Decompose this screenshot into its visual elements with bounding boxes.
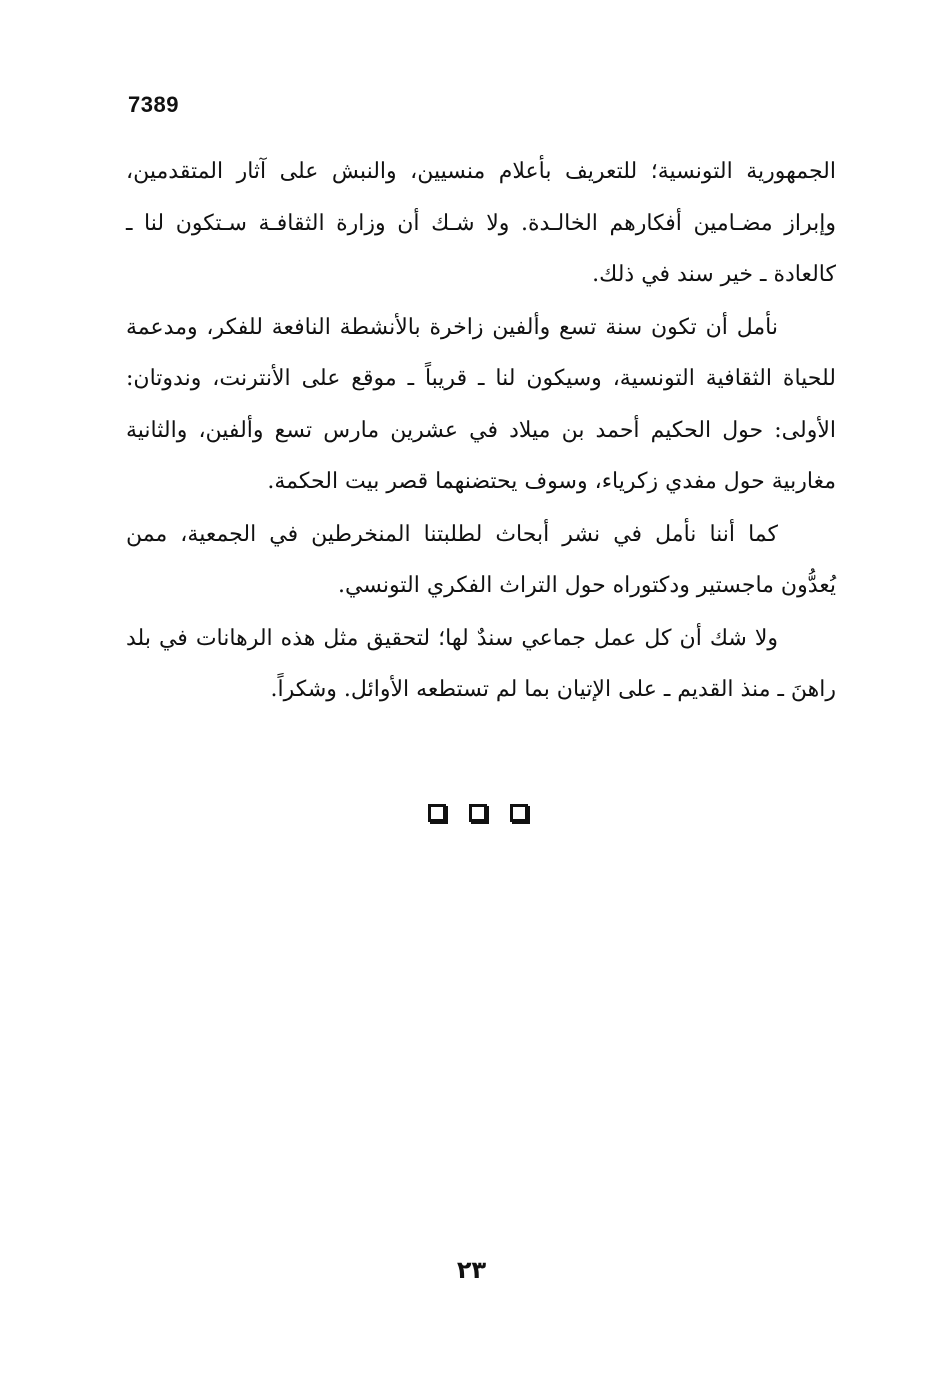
paragraph-activities: نأمل أن تكون سنة تسع وألفين زاخرة بالأنشطة النافعة للفكر، ومدعمة للحياة الثقافية التونسية، وسيكون لنا ـ قريباً ـ موقع على الأنترنت، وندوتان: الأولى: حول الحكيم أحمد بن ميلاد في عشرين مارس تسع وألفين، والثانية مغاربية حول مفدي زكرياء، وسوف يحتضنهما قصر بيت الحكمة. <box>126 314 836 494</box>
body-text <box>126 146 836 717</box>
paragraph-continuation: الجمهورية التونسية؛ للتعريف بأعلام منسيين، والنبش على آثار المتقدمين، وإبراز مضـامين أفكارهم الخالـدة. ولا شـك أن وزارة الثقافـة سـتكون لنا ـ كالعادة ـ خير سند في ذلك. <box>126 159 836 287</box>
catalog-number: 7389 <box>128 92 179 117</box>
page-number: ٢٣ <box>456 1256 487 1284</box>
separator-square-icon <box>428 804 446 822</box>
separator-square-icon <box>469 804 487 822</box>
paragraph-closing: ولا شك أن كل عمل جماعي سندٌ لها؛ لتحقيق مثل هذه الرهانات في بلد راهنَ ـ منذ القديم ـ على الإتيان بما لم تستطعه الأوائل. وشكراً. <box>126 625 836 702</box>
paragraph-publications: كما أننا نأمل في نشر أبحاث لطلبتنا المنخرطين في الجمعية، ممن يُعدُّون ماجستير ودكتوراه حول التراث الفكري التونسي. <box>126 521 836 598</box>
section-separator <box>428 800 528 826</box>
separator-square-icon <box>510 804 528 822</box>
